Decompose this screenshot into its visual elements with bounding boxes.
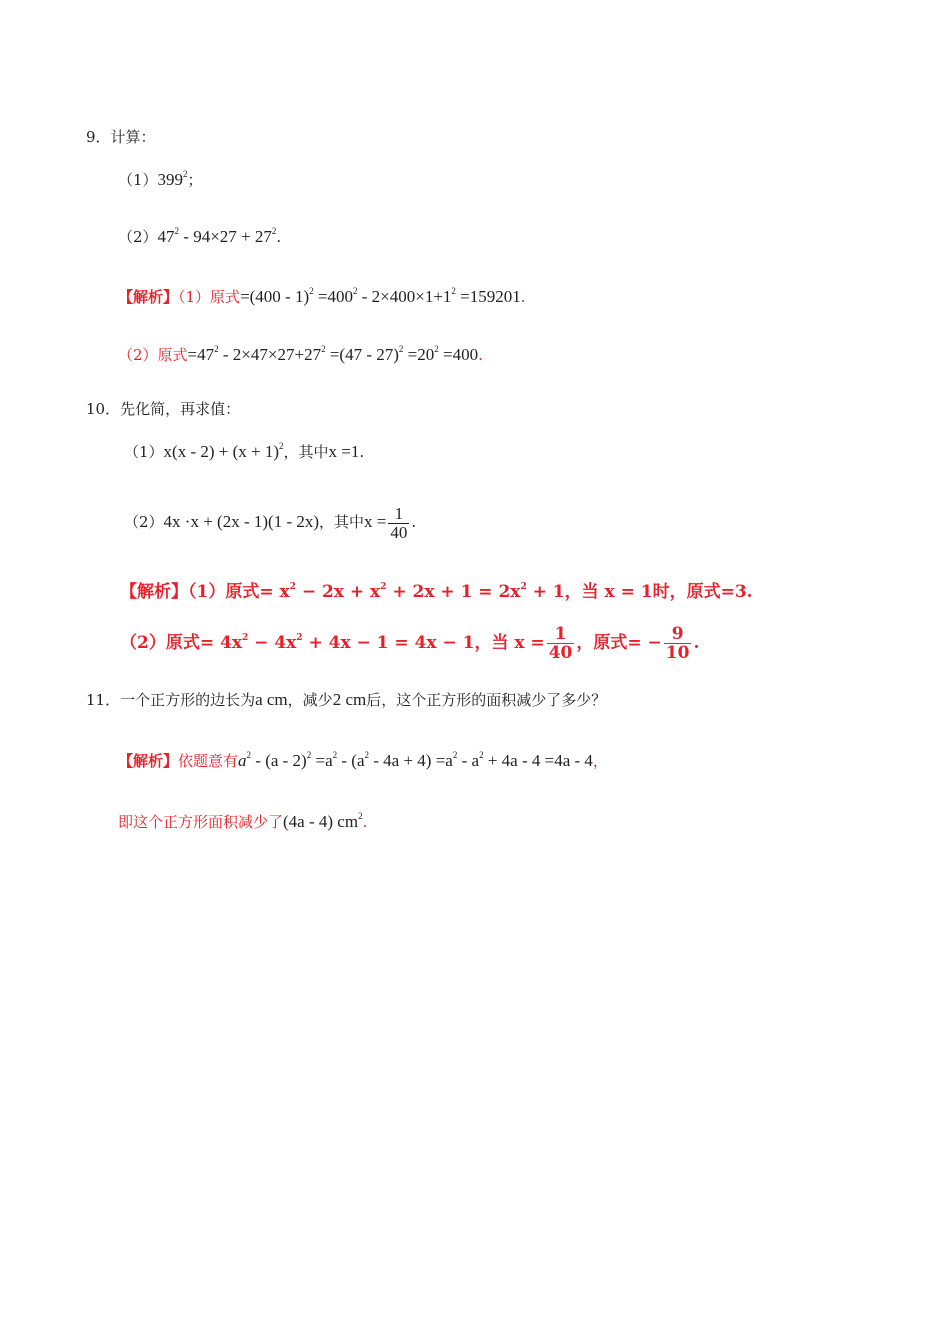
q9-part2-label: （2）	[118, 228, 158, 246]
q10-sol2-fraction-1: $\frac{1}{40}$	[548, 624, 573, 663]
q10-part2	[124, 502, 416, 542]
q10-title: 10．先化简，再求值：	[86, 400, 241, 418]
q11-concl-end: .	[362, 813, 368, 831]
q11-solution	[118, 751, 608, 771]
q9-sol2-expr: $=47^2 - 2\times 47\times 27+27^2 =(47 - 27)^2 =20^2 =400$	[187, 344, 479, 364]
solution-tag: 【解析】	[118, 288, 179, 306]
q11-concl-expr: (4a - 4) $cm^2$	[283, 811, 363, 831]
q10-solution-2	[120, 623, 699, 663]
q10-part1-end: .	[359, 443, 365, 461]
q10-part2-expr: 4x ·x + (2x - 1)(1 - 2x)	[163, 512, 320, 531]
q9-sol2-end: .	[478, 346, 483, 364]
q9-part1	[118, 170, 203, 190]
q11-sol-expr: $a^2 - (a - 2)^2 =a^2 - (a^2 - 4a + 4) =a^2 - a^2 + 4a - 4 =4a - 4$	[238, 750, 593, 770]
solution-tag: 【解析】	[120, 582, 188, 602]
q9-sol1-end: .	[520, 288, 526, 306]
q10-part2-fraction: $\frac{1}{40}$	[390, 503, 408, 542]
q11-conclusion	[118, 812, 367, 832]
q9-part2-expr: $47^2 - 94\times 27 + 27^2$	[157, 226, 277, 246]
q11-concl-text: 即这个正方形面积减少了	[118, 813, 284, 831]
q11-side-length: a cm	[255, 690, 288, 709]
q10-part1	[124, 442, 364, 462]
q9-part2-end: .	[276, 228, 282, 246]
q9-title: 9．计算：	[86, 128, 156, 146]
q9-part1-expr: $399^2$	[157, 169, 188, 189]
q10-part1-cond: x =1	[328, 442, 360, 461]
q10-sol2-end: .	[693, 633, 700, 653]
q10-part2-cond: x =	[364, 512, 387, 531]
q10-part2-mid: ，其中	[319, 513, 365, 531]
q10-part1-label: （1）	[124, 443, 164, 461]
q10-part2-label: （2）	[124, 513, 164, 531]
q9-sol1-label: （1）原式	[178, 288, 241, 306]
q11-sol-lead: 依题意有	[178, 752, 239, 770]
q9-sol2-label: （2）原式	[118, 346, 188, 364]
q11-title-text-2: ，减少	[287, 691, 333, 709]
q11-sol-end: ，	[592, 752, 608, 770]
q9-part2	[118, 227, 281, 247]
q10-sol2-text-2: ，原式= −	[576, 633, 662, 653]
q10-sol1-text: （1）原式= $x^2 - 2x + x^2 + 2x + 1 = 2x^2 + 1$，当 x = 1时，原式=3.	[188, 582, 753, 602]
q10-part2-end: .	[411, 513, 417, 531]
q9-sol1-expr: $=(400 - 1)^2 =400^2 - 2\times 400\times 1+1^2 =159201$	[240, 286, 521, 306]
q11-title-text-3: 后，这个正方形的面积减少了多少？	[366, 691, 607, 709]
q10-solution-1	[120, 582, 753, 602]
q11-title	[86, 690, 606, 710]
q11-title-text: 11．一个正方形的边长为	[86, 691, 256, 709]
solution-tag: 【解析】	[118, 752, 179, 770]
q11-reduction: 2 cm	[332, 690, 367, 709]
q10-part1-expr: $x(x - 2) + (x + 1)^2$	[163, 441, 284, 461]
q10-part1-mid: ，其中	[283, 443, 329, 461]
q10-sol2-fraction-2: $\frac{9}{10}$	[665, 624, 690, 663]
q9-solution-2	[118, 345, 483, 365]
q9-solution-1	[118, 287, 526, 307]
q9-part1-label: （1）	[118, 171, 158, 189]
q10-sol2-text: （2）原式= $4x^2 - 4x^2 + 4x - 1 = 4x - 1$，当 x =	[120, 633, 545, 653]
q9-part1-end: ；	[187, 171, 203, 189]
